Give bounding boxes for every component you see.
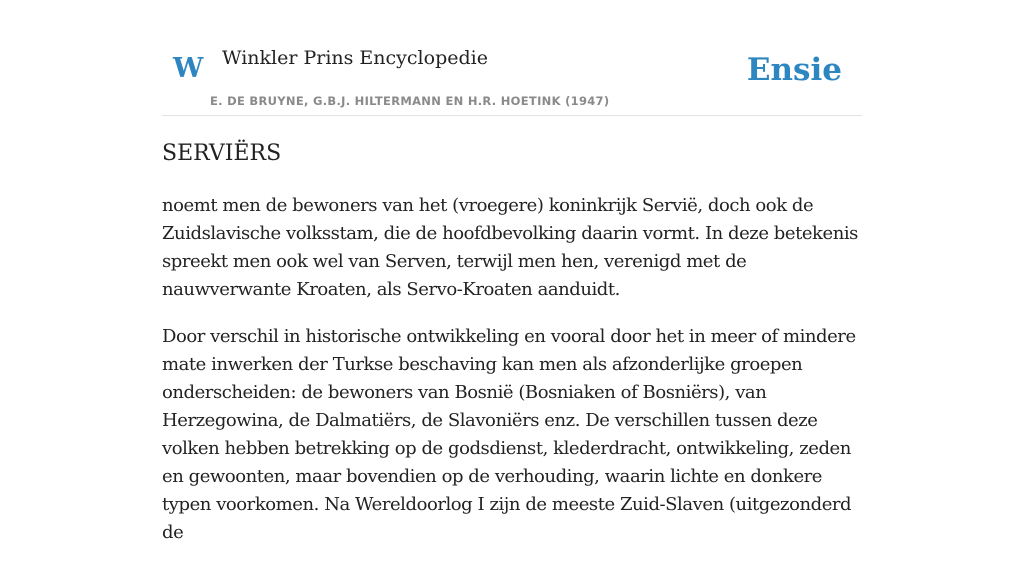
encyclopedia-logo[interactable]: W (173, 53, 204, 84)
encyclopedia-authors: E. DE BRUYNE, G.B.J. HILTERMANN EN H.R. HOETINK (1947) (210, 94, 610, 108)
article-body (162, 192, 862, 566)
ensie-logo[interactable]: Ensie (746, 52, 842, 88)
article-title: SERVIËRS (162, 141, 282, 166)
article-paragraph: noemt men de bewoners van het (vroegere) koninkrijk Servië, doch ook de Zuidslavische volksstam, die de hoofdbevolking daarin vormt. In deze betekenis spreekt men ook wel van Serven, terwijl men hen, verenigd met de nauwverwante Kroaten, als Servo-Kroaten aanduidt. (162, 195, 858, 300)
header (162, 40, 862, 116)
encyclopedia-title[interactable]: Winkler Prins Encyclopedie (222, 47, 488, 69)
article-paragraph: Door verschil in historische ontwikkeling en vooral door het in meer of mindere mate inwerken der Turkse beschaving kan men als afzonderlijke groepen onderscheiden: de bewoners van Bosnië (Bosniaken of Bosniërs), van Herzegowina, de Dalmatiërs, de Slavoniërs enz. De verschillen tussen deze volken hebben betrekking op de godsdienst, klederdracht, ontwikkeling, zeden en gewoonten, maar bovendien op de verhouding, waarin lichte en donkere typen voorkomen. Na Wereldoorlog I zijn de meeste Zuid-Slaven (uitgezonderd de (162, 326, 856, 543)
